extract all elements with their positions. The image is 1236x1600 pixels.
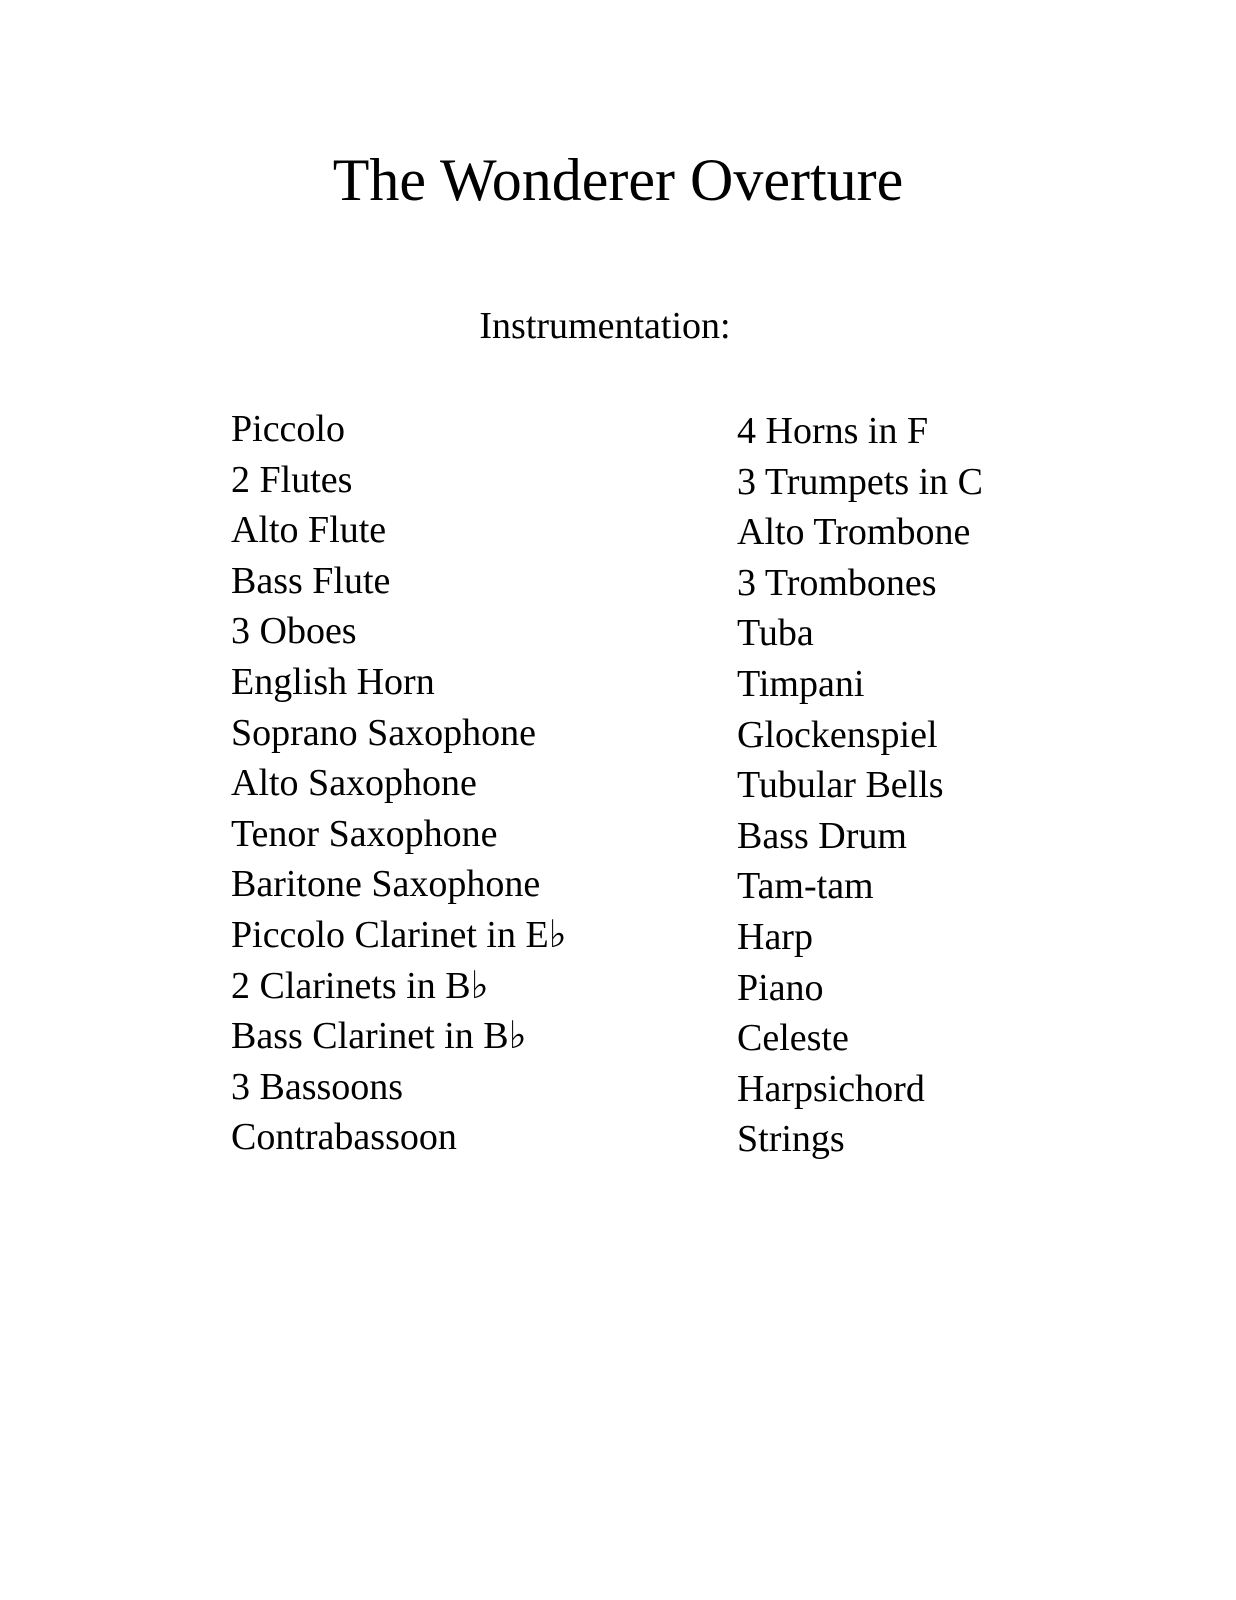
list-item: Tam-tam [737,865,874,908]
list-item: 4 Horns in F [737,410,929,452]
list-item: Baritone Saxophone [231,863,541,906]
section-heading: Instrumentation: [479,305,731,347]
list-item: Alto Saxophone [231,762,477,805]
page-title: The Wonderer Overture [332,147,904,213]
list-item: 2 Flutes [231,458,353,501]
list-item: Tenor Saxophone [231,812,498,855]
list-item: 3 Oboes [231,610,357,653]
instrument-list-right [737,406,1207,1165]
list-item: Bass Clarinet in B♭ [231,1015,527,1058]
list-item: 3 Trumpets in C [737,460,984,503]
list-item: Glockenspiel [737,713,938,756]
list-item: Celeste [737,1017,849,1060]
list-item: Soprano Saxophone [231,711,537,754]
list-item: 2 Clarinets in B♭ [231,964,489,1007]
list-item: Tuba [737,612,814,655]
list-item: Alto Trombone [737,511,971,554]
list-item: Harpsichord [737,1067,925,1110]
list-item: Piano [737,966,824,1009]
list-item: Tubular Bells [737,764,944,807]
list-item: Bass Drum [737,814,907,857]
list-item: English Horn [231,660,435,703]
list-item: Bass Flute [231,559,391,602]
list-item: Strings [737,1118,845,1161]
list-item: Contrabassoon [231,1116,457,1159]
list-item: Harp [737,915,813,958]
list-item: Piccolo [231,408,345,450]
list-item: 3 Bassoons [231,1065,404,1108]
instrument-list-left [231,404,701,1163]
list-item: Timpani [737,662,865,705]
list-item: 3 Trombones [737,561,937,604]
list-item: Alto Flute [231,509,387,552]
list-item: Piccolo Clarinet in E♭ [231,913,567,956]
